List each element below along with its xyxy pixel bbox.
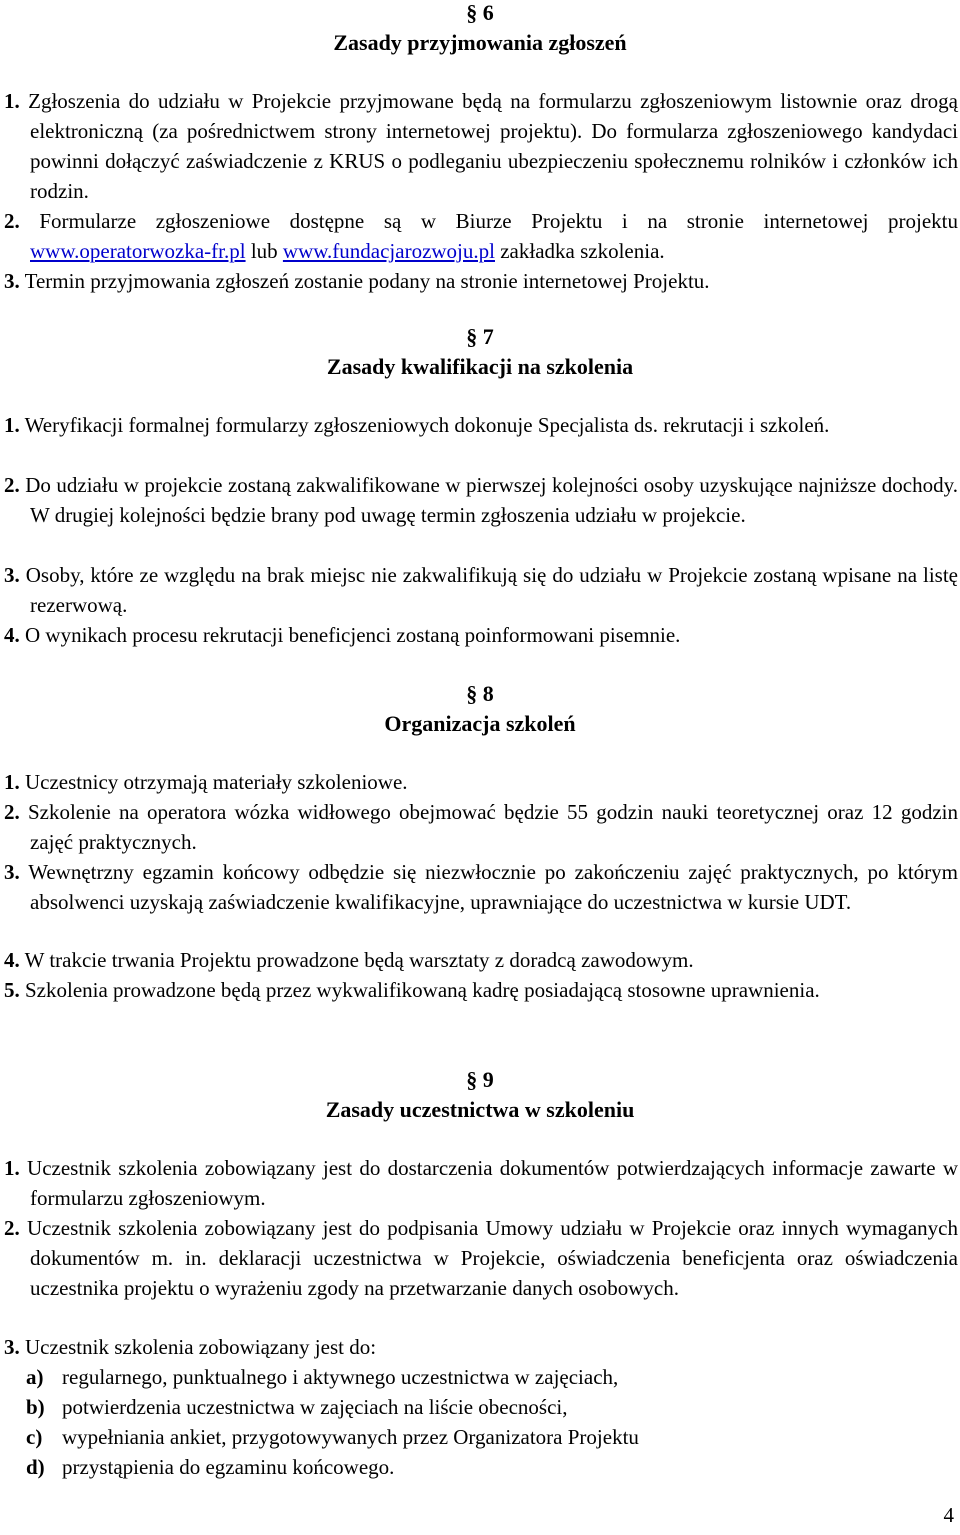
s9-item-1 — [4, 1153, 958, 1213]
s8-item-4 — [4, 945, 958, 975]
item-text: O wynikach procesu rekrutacji beneficjenci zostaną poinformowani pisemnie. — [25, 623, 681, 647]
link-fundacjarozwoju[interactable]: www.fundacjarozwoju.pl — [282, 239, 495, 263]
sub-letter: a) — [26, 1365, 44, 1389]
section-8-number — [0, 679, 960, 709]
s7-item-3 — [4, 560, 958, 620]
s9-item-2 — [4, 1213, 958, 1303]
sub-letter: b) — [26, 1395, 45, 1419]
paragraph-sign: § — [466, 1067, 478, 1092]
sub-text: wypełniania ankiet, przygotowywanych przez Organizatora Projektu — [62, 1425, 639, 1449]
item-number: 2. — [4, 800, 20, 824]
link-operatorwozka[interactable]: www.operatorwozka-fr.pl — [30, 239, 246, 263]
item-number: 1. — [4, 770, 20, 794]
paragraph-sign: § — [466, 324, 478, 349]
item-text: Zgłoszenia do udziału w Projekcie przyjmowane będą na formularzu zgłoszeniowym listownie oraz drogą elektroniczną (za pośrednictwem strony internetowej projektu). Do formularza zgłoszeniowego kandydaci powinni dołączyć zaświadczenie z KRUS o podleganiu ubezpieczeniu społecznemu rolników i członków ich rodzin. — [28, 89, 959, 203]
s6-item-3 — [4, 266, 958, 296]
item-text: Uczestnicy otrzymają materiały szkoleniowe. — [25, 770, 408, 794]
s8-item-3 — [4, 857, 958, 917]
s9-sub-b — [26, 1392, 956, 1422]
section-number: 9 — [482, 1067, 494, 1092]
item-text: Formularze zgłoszeniowe dostępne są w Biurze Projektu i na stronie internetowej projektu — [39, 209, 959, 233]
sub-text: regularnego, punktualnego i aktywnego uczestnictwa w zajęciach, — [62, 1365, 619, 1389]
paragraph-sign: § — [466, 681, 478, 706]
section-7-number — [0, 322, 960, 352]
item-text: Szkolenie na operatora wózka widłowego obejmować będzie 55 godzin nauki teoretycznej oraz 12 godzin zajęć praktycznych. — [27, 800, 959, 854]
s9-item-3 — [4, 1332, 958, 1362]
item-number: 2. — [4, 473, 20, 497]
section-9-title: Zasady uczestnictwa w szkoleniu — [325, 1097, 635, 1122]
sub-letter: c) — [26, 1425, 43, 1449]
item-number: 2. — [4, 1216, 20, 1240]
section-7-title: Zasady kwalifikacji na szkolenia — [326, 354, 634, 379]
item-number: 2. — [4, 209, 20, 233]
section-9-number — [0, 1065, 960, 1095]
item-number: 3. — [4, 860, 20, 884]
s8-item-2 — [4, 797, 958, 857]
item-text: Uczestnik szkolenia zobowiązany jest do: — [25, 1335, 377, 1359]
item-text: Uczestnik szkolenia zobowiązany jest do dostarczenia dokumentów potwierdzających informacje zawarte w formularzu zgłoszeniowym. — [27, 1156, 959, 1210]
section-number: 7 — [482, 324, 494, 349]
paragraph-sign: § — [466, 0, 478, 25]
s9-sub-d — [26, 1452, 956, 1482]
page-number: 4 — [943, 1503, 954, 1527]
sub-text: potwierdzenia uczestnictwa w zajęciach na liście obecności, — [62, 1395, 568, 1419]
item-text: Do udziału w projekcie zostaną zakwalifikowane w pierwszej kolejności osoby uzyskujące najniższe dochody. W drugiej kolejności będzie brany pod uwagę termin zgłoszenia udziału w projekcie. — [25, 473, 959, 527]
sub-letter: d) — [26, 1455, 45, 1479]
section-6-number — [0, 0, 960, 28]
s9-sub-a — [26, 1362, 956, 1392]
item-number: 1. — [4, 413, 20, 437]
sub-text: przystąpienia do egzaminu końcowego. — [62, 1455, 395, 1479]
item-text: Szkolenia prowadzone będą przez wykwalifikowaną kadrę posiadającą stosowne uprawnienia. — [25, 978, 820, 1002]
item-text: Termin przyjmowania zgłoszeń zostanie podany na stronie internetowej Projektu. — [24, 269, 710, 293]
s7-item-4 — [4, 620, 958, 650]
s8-item-5 — [4, 975, 958, 1005]
item-text: Wewnętrzny egzamin końcowy odbędzie się niezwłocznie po zakończeniu zajęć praktycznych, po którym absolwenci uzyskają zaświadczenie kwalifikacyjne, uprawniające do uczestnictwa w kursie UDT. — [28, 860, 958, 914]
item-number: 3. — [4, 1335, 20, 1359]
item-number: 3. — [4, 269, 20, 293]
item-number: 3. — [4, 563, 20, 587]
s6-item-2 — [4, 206, 958, 266]
section-8-title: Organizacja szkoleń — [384, 711, 576, 736]
item-number: 1. — [4, 89, 20, 113]
item-number: 1. — [4, 1156, 20, 1180]
item-text-zakladka: zakładka szkolenia. — [494, 239, 665, 263]
section-number: 8 — [482, 681, 494, 706]
s9-sub-c — [26, 1422, 956, 1452]
item-text: Uczestnik szkolenia zobowiązany jest do podpisania Umowy udziału w Projekcie oraz innych wymaganych dokumentów m. in. deklaracji uczestnictwa w Projekcie, oświadczenia beneficjenta oraz oświadczenia uczestnika projektu o wyrażeniu zgody na przetwarzanie danych osobowych. — [26, 1216, 958, 1300]
section-6-title: Zasady przyjmowania zgłoszeń — [333, 30, 627, 55]
section-number: 6 — [482, 0, 494, 25]
item-number: 4. — [4, 623, 20, 647]
item-text: W trakcie trwania Projektu prowadzone będą warsztaty z doradcą zawodowym. — [24, 948, 694, 972]
s6-item-1 — [4, 86, 958, 206]
s7-item-1 — [4, 410, 958, 440]
s7-item-2 — [4, 470, 958, 530]
item-number: 4. — [4, 948, 20, 972]
s8-item-1 — [4, 767, 958, 797]
item-text: Weryfikacji formalnej formularzy zgłoszeniowych dokonuje Specjalista ds. rekrutacji i szkoleń. — [24, 413, 830, 437]
item-number: 5. — [4, 978, 20, 1002]
item-text-lub: lub — [245, 239, 283, 263]
item-text: Osoby, które ze względu na brak miejsc nie zakwalifikują się do udziału w Projekcie zostaną wpisane na listę rezerwową. — [25, 563, 958, 617]
